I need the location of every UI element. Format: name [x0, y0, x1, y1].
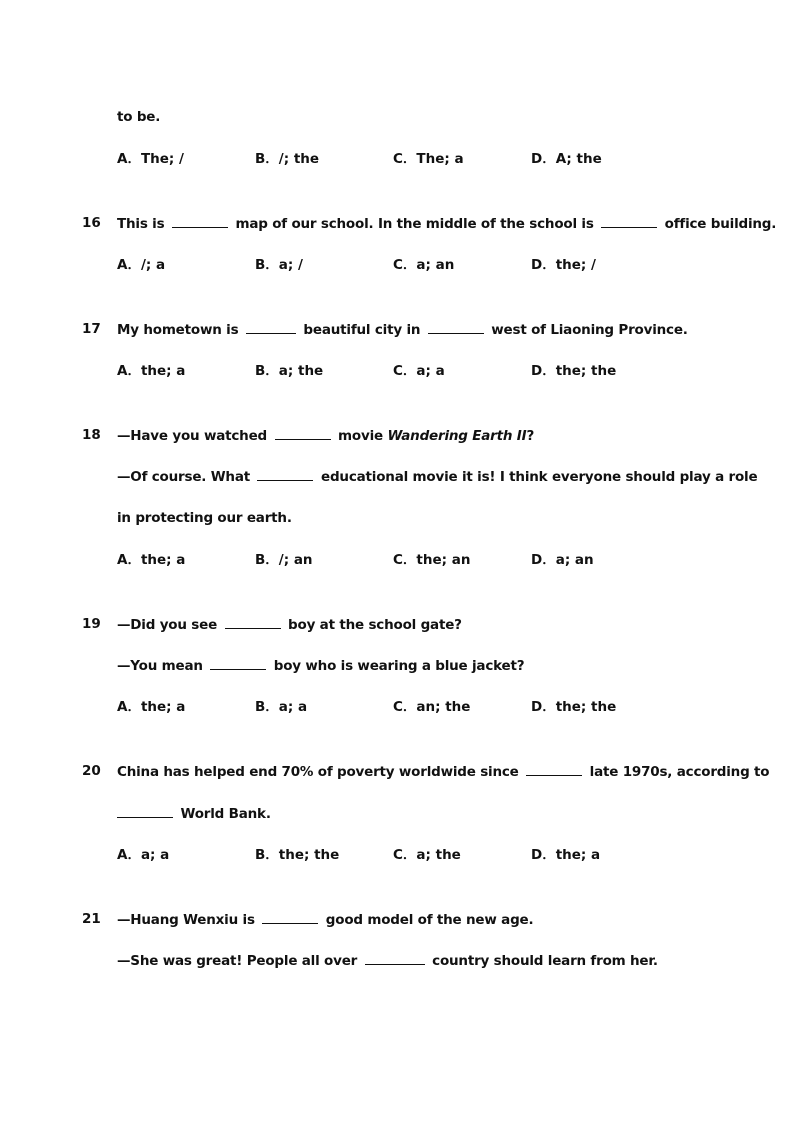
q19-option-d: D．the; the	[531, 699, 617, 715]
answer-blank	[262, 910, 318, 924]
question-18-line-1: —Have you watched movie Wandering Earth II?	[117, 428, 535, 444]
q15-continuation: to be.	[117, 109, 161, 125]
q16-option-c: C．a; an	[393, 257, 455, 273]
answer-blank	[117, 804, 173, 818]
answer-blank	[225, 615, 281, 629]
question-20-line-1: China has helped end 70% of poverty worldwide since late 1970s, according to	[117, 764, 770, 780]
answer-blank	[246, 320, 296, 334]
q16-option-d: D．the; /	[531, 257, 596, 273]
q17-option-c: C．a; a	[393, 363, 445, 379]
answer-blank	[210, 656, 266, 670]
q16-option-b: B．a; /	[255, 257, 303, 273]
answer-blank	[601, 214, 657, 228]
question-21-line-1: —Huang Wenxiu is good model of the new age.	[117, 912, 534, 928]
q20-option-a: A．a; a	[117, 847, 170, 863]
q20-option-c: C．a; the	[393, 847, 461, 863]
question-16-text: This is map of our school. In the middle of the school is office building.	[117, 216, 777, 232]
q15-option-d: D．A; the	[531, 151, 602, 167]
answer-blank	[257, 467, 313, 481]
question-17-text: My hometown is beautiful city in west of Liaoning Province.	[117, 322, 688, 338]
q15-option-a: A．The; /	[117, 151, 184, 167]
q15-option-c: C．The; a	[393, 151, 464, 167]
answer-blank	[172, 214, 228, 228]
q19-option-a: A．the; a	[117, 699, 186, 715]
question-number-16: 16	[82, 215, 101, 231]
q17-option-b: B．a; the	[255, 363, 324, 379]
question-18-line-3: in protecting our earth.	[117, 510, 292, 526]
q19-option-b: B．a; a	[255, 699, 308, 715]
q17-option-d: D．the; the	[531, 363, 617, 379]
question-number-19: 19	[82, 616, 101, 632]
question-19-line-1: —Did you see boy at the school gate?	[117, 617, 462, 633]
question-number-21: 21	[82, 911, 101, 927]
q15-option-b: B．/; the	[255, 151, 320, 167]
answer-blank	[365, 951, 425, 965]
answer-blank	[428, 320, 484, 334]
question-20-line-2: World Bank.	[117, 804, 271, 823]
question-number-18: 18	[82, 427, 101, 443]
q18-option-d: D．a; an	[531, 552, 594, 568]
answer-blank	[526, 762, 582, 776]
answer-blank	[275, 426, 331, 440]
q18-option-a: A．the; a	[117, 552, 186, 568]
question-21-line-2: —She was great! People all over country should learn from her.	[117, 953, 658, 969]
question-number-20: 20	[82, 763, 101, 779]
q18-option-c: C．the; an	[393, 552, 471, 568]
question-number-17: 17	[82, 321, 101, 337]
q16-option-a: A．/; a	[117, 257, 166, 273]
question-18-line-2: —Of course. What educational movie it is! I think everyone should play a role	[117, 469, 758, 485]
q20-option-b: B．the; the	[255, 847, 340, 863]
question-19-line-2: —You mean boy who is wearing a blue jacket?	[117, 658, 525, 674]
q19-option-c: C．an; the	[393, 699, 471, 715]
q17-option-a: A．the; a	[117, 363, 186, 379]
q18-option-b: B．/; an	[255, 552, 313, 568]
q20-option-d: D．the; a	[531, 847, 601, 863]
